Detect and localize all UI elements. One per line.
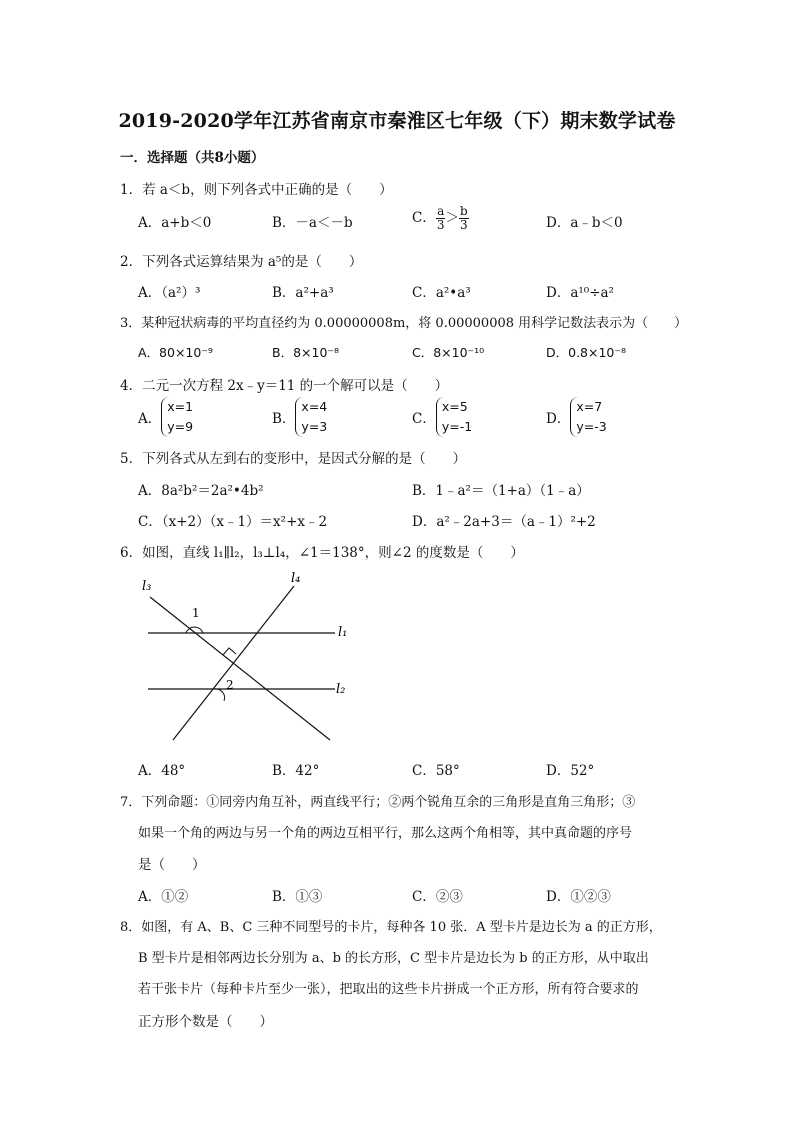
label-l3: l₃ — [142, 579, 152, 594]
fraction-b-over-3: $\frac{b}{3}$ — [459, 204, 468, 232]
question-6-option-d[interactable]: D．52° — [546, 763, 595, 779]
question-1-stem: 1．若 a＜b，则下列各式中正确的是（ ） — [120, 182, 393, 198]
equation-system: x=1 y=9 — [161, 397, 193, 437]
fraction-a-over-3: $\frac{a}{3}$ — [436, 204, 445, 232]
question-7-line-1: 7．下列命题：①同旁内角互补，两直线平行；②两个锐角互余的三角形是直角三角形；③ — [120, 795, 636, 810]
question-1-option-a[interactable]: A．a+b＜0 — [138, 215, 212, 231]
label-angle-2: 2 — [226, 678, 234, 692]
option-label: B． — [272, 411, 296, 427]
question-3-option-a[interactable]: A．80×10⁻⁹ — [138, 345, 213, 360]
option-label: C． — [412, 210, 436, 226]
question-4-stem: 4．二元一次方程 2x﹣y＝11 的一个解可以是（ ） — [120, 378, 449, 394]
option-label: A． — [138, 411, 162, 427]
question-4-option-b[interactable] — [272, 397, 327, 437]
equation-system: x=7 y=-3 — [570, 397, 606, 437]
option-label: D． — [546, 411, 571, 427]
section-heading: 一．选择题（共8小题） — [120, 150, 265, 166]
question-1-option-d[interactable]: D．a﹣b＜0 — [546, 215, 623, 231]
question-8-line-1: 8．如图，有 A、B、C 三种不同型号的卡片，每种各 10 张．A 型卡片是边长为 a 的正方形， — [120, 920, 662, 935]
greater-than-sign: ＞ — [445, 210, 459, 226]
equation-system: x=5 y=-1 — [436, 397, 472, 437]
question-1-option-b[interactable]: B．－a＜－b — [272, 215, 353, 231]
option-label: C． — [412, 411, 436, 427]
question-2-option-c[interactable]: C．a²•a³ — [412, 285, 471, 301]
question-6-stem: 6．如图，直线 l₁∥l₂，l₃⊥l₄，∠1＝138°，则∠2 的度数是（ ） — [120, 545, 524, 561]
question-1-option-c[interactable] — [412, 205, 469, 232]
question-4-option-d[interactable] — [546, 397, 607, 437]
parallel-lines-figure — [130, 570, 360, 750]
question-4-option-a[interactable] — [138, 397, 193, 437]
question-7-line-2: 如果一个角的两边与另一个角的两边互相平行，那么这两个角相等，其中真命题的序号 — [138, 826, 633, 841]
question-8-line-2: B 型卡片是相邻两边长分别为 a、b 的长方形，C 型卡片是边长为 b 的正方形，从中取出 — [138, 951, 649, 966]
question-7-option-d[interactable]: D．①②③ — [546, 889, 611, 905]
question-3-option-b[interactable]: B．8×10⁻⁸ — [272, 345, 340, 360]
page-title: 2019-2020学年江苏省南京市秦淮区七年级（下）期末数学试卷 — [118, 110, 676, 132]
label-l4: l₄ — [291, 571, 301, 586]
question-7-option-b[interactable]: B．①③ — [272, 889, 323, 905]
line-l3 — [150, 597, 330, 740]
question-7-option-c[interactable]: C．②③ — [412, 889, 463, 905]
question-5-option-c[interactable]: C．（x+2）（x﹣1）＝x²+x﹣2 — [138, 514, 328, 530]
label-angle-1: 1 — [192, 606, 200, 620]
label-l1: l₁ — [338, 625, 348, 640]
question-7-option-a[interactable]: A．①② — [138, 889, 189, 905]
angle-2-arc — [214, 689, 225, 701]
right-angle-mark — [223, 648, 236, 655]
question-3-stem: 3．某种冠状病毒的平均直径约为 0.00000008m，将 0.00000008 用科学记数法表示为（ ） — [120, 316, 688, 331]
question-5-option-b[interactable]: B．1﹣a²＝（1+a）（1﹣a） — [412, 483, 590, 499]
question-7-line-3: 是（ ） — [138, 857, 206, 873]
question-2-stem: 2．下列各式运算结果为 a⁵的是（ ） — [120, 254, 363, 270]
question-6-option-a[interactable]: A．48° — [138, 763, 186, 779]
equation-system: x=4 y=3 — [295, 397, 327, 437]
question-3-option-c[interactable]: C．8×10⁻¹⁰ — [412, 345, 485, 360]
question-5-option-a[interactable]: A．8a²b²＝2a²•4b² — [138, 483, 264, 499]
label-l2: l₂ — [336, 682, 346, 697]
question-5-stem: 5．下列各式从左到右的变形中，是因式分解的是（ ） — [120, 451, 467, 467]
question-2-option-a[interactable]: A．（a²）³ — [138, 285, 201, 301]
question-8-line-3: 若干张卡片（每种卡片至少一张），把取出的这些卡片拼成一个正方形，所有符合要求的 — [138, 982, 639, 997]
question-4-option-c[interactable] — [412, 397, 472, 437]
question-6-option-c[interactable]: C．58° — [412, 763, 460, 779]
question-2-option-d[interactable]: D．a¹⁰÷a² — [546, 285, 614, 301]
question-3-option-d[interactable]: D．0.8×10⁻⁸ — [546, 345, 626, 360]
question-8-line-4: 正方形个数是（ ） — [138, 1014, 273, 1030]
question-6-option-b[interactable]: B．42° — [272, 763, 320, 779]
question-2-option-b[interactable]: B．a²+a³ — [272, 285, 334, 301]
question-5-option-d[interactable]: D．a²﹣2a+3＝（a﹣1）²+2 — [412, 514, 596, 530]
